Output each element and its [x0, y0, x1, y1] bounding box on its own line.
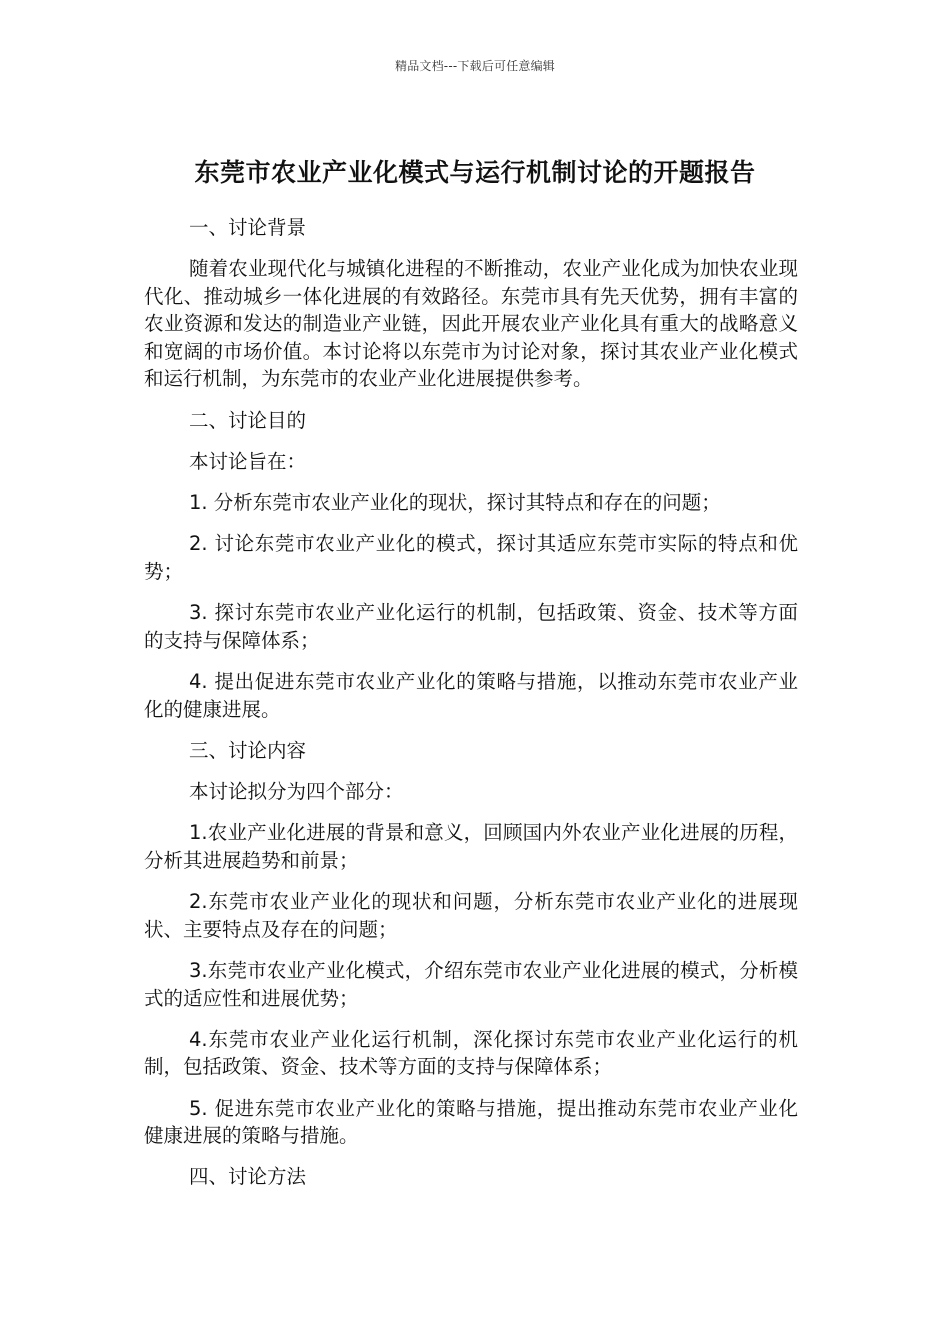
- section-heading-method: 四、讨论方法: [189, 1165, 307, 1189]
- content-item-4: 4.东莞市农业产业化运行机制，深化探讨东莞市农业产业化运行的机制，包括政策、资金、技术等方面的支持与保障体系；: [144, 1027, 798, 1079]
- section-heading-objective: 二、讨论目的: [189, 408, 307, 432]
- objective-item-3: 3. 探讨东莞市农业产业化运行的机制，包括政策、资金、技术等方面的支持与保障体系；: [144, 601, 798, 652]
- objective-item-2: 2. 讨论东莞市农业产业化的模式，探讨其适应东莞市实际的特点和优势；: [144, 532, 798, 583]
- section-heading-content: 三、讨论内容: [189, 738, 307, 762]
- document-body: [144, 214, 798, 1205]
- background-paragraph: 随着农业现代化与城镇化进程的不断推动，农业产业化成为加快农业现代化、推动城乡一体化进展的有效路径。东莞市具有先天优势，拥有丰富的农业资源和发达的制造业产业链，因此开展农业产业化具有重大的战略意义和宽阔的市场价值。本讨论将以东莞市为讨论对象，探讨其农业产业化模式和运行机制，为东莞市的农业产业化进展提供参考。: [144, 257, 798, 391]
- content-item-3: 3.东莞市农业产业化模式，介绍东莞市农业产业化进展的模式，分析模式的适应性和进展优势；: [144, 959, 798, 1010]
- objective-item-4: 4. 提出促进东莞市农业产业化的策略与措施，以推动东莞市农业产业化的健康进展。: [144, 670, 798, 721]
- objective-item-1: 1. 分析东莞市农业产业化的现状，探讨其特点和存在的问题；: [189, 491, 721, 515]
- header-note: 精品文档---下载后可任意编辑: [395, 59, 555, 73]
- content-item-2: 2.东莞市农业产业化的现状和问题，分析东莞市农业产业化的进展现状、主要特点及存在的问题；: [144, 890, 798, 941]
- content-item-5: 5. 促进东莞市农业产业化的策略与措施，提出推动东莞市农业产业化健康进展的策略与措施。: [144, 1096, 798, 1148]
- content-intro: 本讨论拟分为四个部分：: [189, 780, 404, 804]
- section-heading-background: 一、讨论背景: [189, 216, 307, 239]
- page-title: 东莞市农业产业化模式与运行机制讨论的开题报告: [194, 157, 756, 187]
- content-item-1: 1.农业产业化进展的背景和意义，回顾国内外农业产业化进展的历程，分析其进展趋势和前景；: [144, 821, 798, 872]
- objective-intro: 本讨论旨在：: [189, 449, 307, 473]
